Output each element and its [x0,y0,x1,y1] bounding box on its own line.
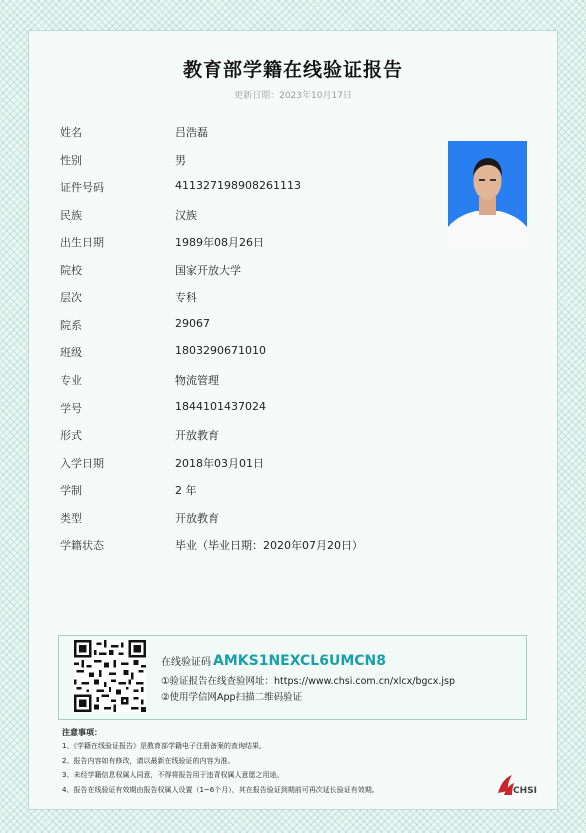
field-value: 吕浩磊 [175,126,208,139]
field-label: 出生日期 [60,236,104,249]
field-row-status [0,537,586,557]
field-label: 学籍状态 [60,539,104,552]
field-value: 2 年 [175,484,197,497]
field-value: 专科 [175,291,197,304]
field-value: 汉族 [175,209,197,222]
field-row-class [0,344,586,364]
field-value: 毕业（毕业日期：2020年07月20日） [175,539,363,552]
verification-code-label: 在线验证码 [161,657,211,668]
field-label: 入学日期 [60,457,104,470]
field-label: 证件号码 [60,181,104,194]
verification-panel [58,635,527,720]
field-value: 2018年03月01日 [175,457,264,470]
note-item: 1、《学籍在线验证报告》是教育部学籍电子注册备案的查询结果。 [62,742,266,750]
field-value: 29067 [175,317,210,330]
field-value: 开放教育 [175,512,219,525]
update-date: 更新日期：2023年10月17日 [234,91,352,101]
field-value: 1803290671010 [175,344,266,357]
field-row-school [0,262,586,282]
field-label: 院系 [60,319,82,332]
field-value: 国家开放大学 [175,264,241,277]
student-photo [448,141,527,245]
field-label: 班级 [60,346,82,359]
field-row-form [0,427,586,447]
field-value: 男 [175,154,186,167]
field-label: 性别 [60,154,82,167]
page-title: 教育部学籍在线验证报告 [182,59,403,81]
field-label: 类型 [60,512,82,525]
field-value: 1844101437024 [175,400,266,413]
field-row-student-number [0,400,586,420]
field-value: 开放教育 [175,429,219,442]
field-label: 专业 [60,374,82,387]
qr-code[interactable] [74,640,146,712]
verification-code: AMKS1NEXCL6UMCN8 [213,653,386,669]
note-item: 3、未经学籍信息权属人同意，不得将报告用于违背权属人意愿之用途。 [62,771,284,779]
field-label: 民族 [60,209,82,222]
note-item: 2、报告内容如有修改，请以最新在线验证的内容为准。 [62,757,235,765]
field-row-enroll-date [0,455,586,475]
notes-title: 注意事项： [62,728,102,737]
field-label: 院校 [60,264,82,277]
chsi-logo-text: CHSI [513,786,537,796]
field-label: 形式 [60,429,82,442]
field-label: 层次 [60,291,82,304]
verification-url-line: ①验证报告在线查验网址：https://www.chsi.com.cn/xlcx/bgcx.jsp [161,676,455,687]
field-label: 学制 [60,484,82,497]
field-label: 姓名 [60,126,82,139]
field-row-duration [0,482,586,502]
field-label: 学号 [60,402,82,415]
field-row-department [0,317,586,337]
note-item: 4、报告在线验证有效期由报告权属人设置（1~6个月），其在报告验证到期前可再次延长验证有效期。 [62,786,379,794]
field-row-level [0,289,586,309]
verification-code-line [161,653,386,669]
field-value: 1989年08月26日 [175,236,264,249]
field-value: 物流管理 [175,374,219,387]
field-row-major [0,372,586,392]
verification-app-line: ②使用学信网App扫描二维码验证 [161,692,303,703]
field-row-type [0,510,586,530]
field-value: 411327198908261113 [175,179,301,192]
